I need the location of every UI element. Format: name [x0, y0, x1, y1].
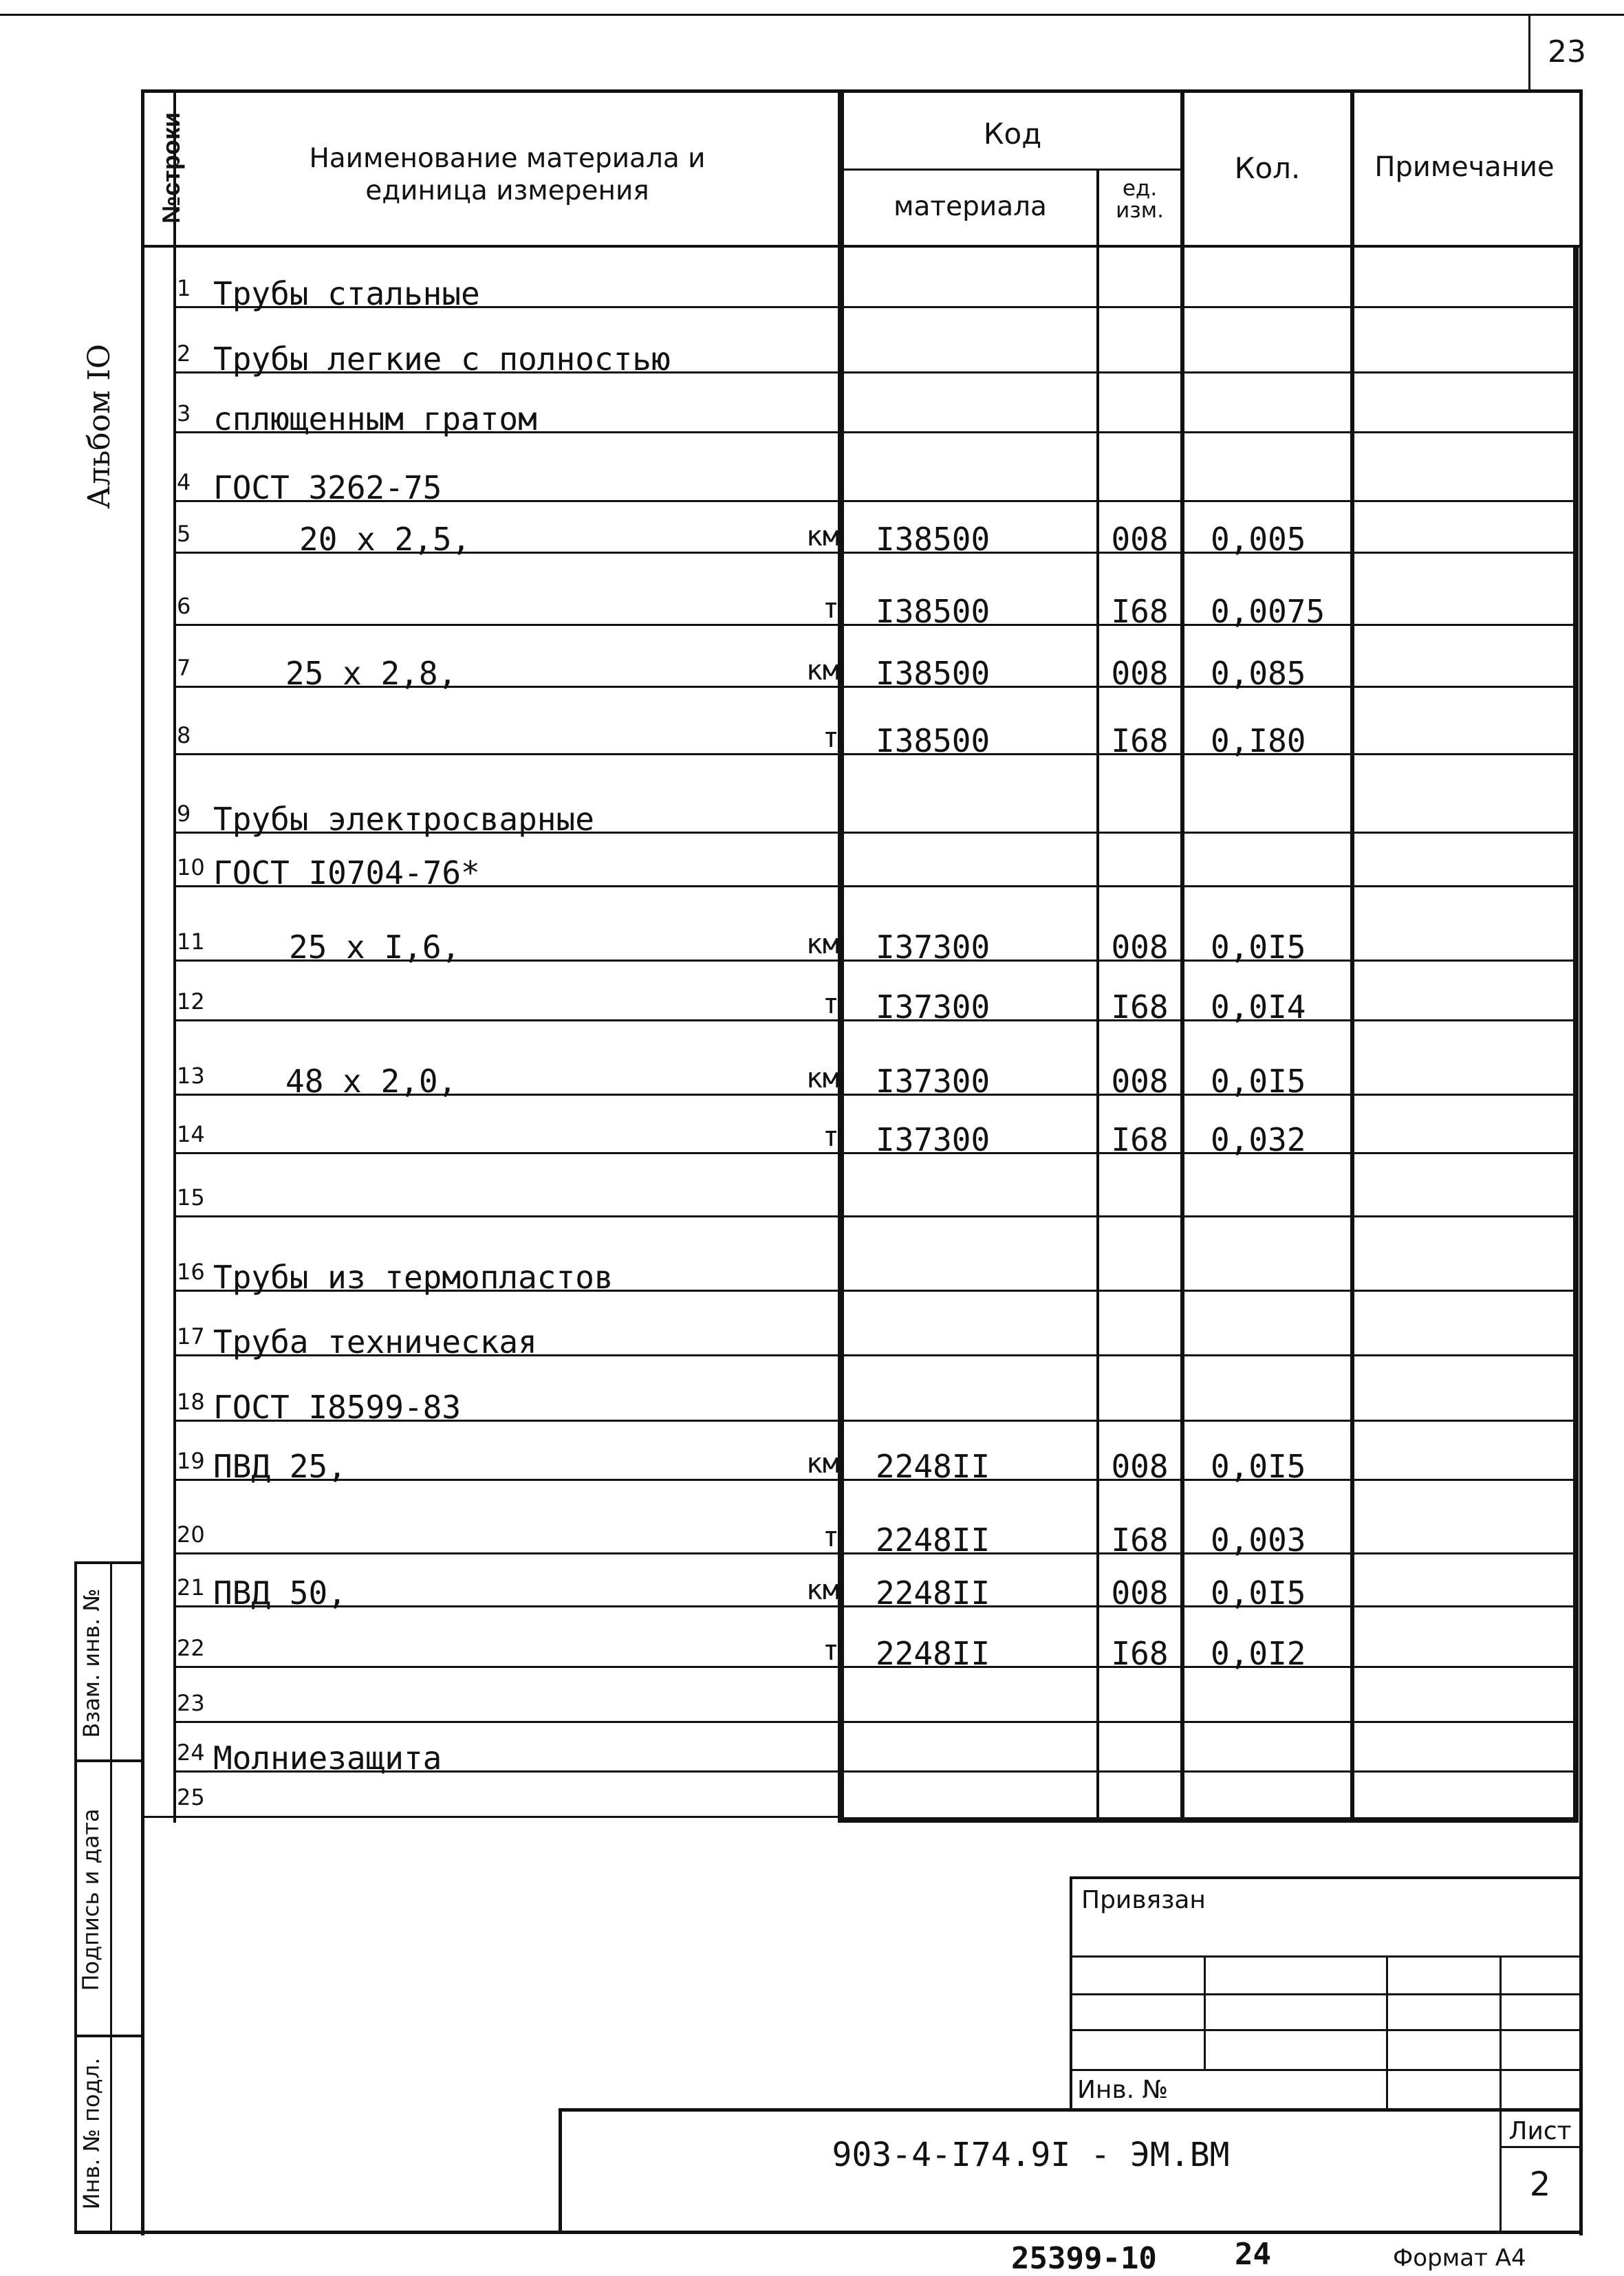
- row-ed: I68: [1111, 1521, 1169, 1559]
- table-row: [141, 887, 1579, 966]
- row-unit: т: [822, 593, 839, 625]
- table-row: [141, 1554, 1579, 1612]
- table-row: [141, 1773, 1579, 1817]
- table-row: [141, 248, 1579, 312]
- row-name: ГОСТ I8599-83: [213, 1389, 462, 1426]
- row-name: ПВД 50,: [213, 1574, 347, 1612]
- row-ed: 008: [1111, 1574, 1169, 1612]
- row-unit: км: [805, 929, 839, 960]
- row-code: 2248II: [876, 1574, 990, 1612]
- table-row: [141, 1422, 1579, 1485]
- row-number: 24: [177, 1739, 205, 1766]
- row-unit: км: [805, 655, 839, 686]
- row-unit: км: [805, 1574, 839, 1606]
- row-code: 2248II: [876, 1635, 990, 1672]
- row-number: 2: [177, 340, 191, 367]
- row-number: 6: [177, 593, 191, 619]
- row-number: 15: [177, 1184, 205, 1211]
- row-name: сплющенным гратом: [213, 400, 537, 437]
- row-qty: 0,0I5: [1211, 1448, 1306, 1485]
- row-name: Трубы легкие с полностью: [213, 340, 671, 378]
- table-row: [141, 1723, 1579, 1777]
- row-qty: 0,0I5: [1211, 1063, 1306, 1100]
- row-name: 25 x I,6,: [289, 929, 461, 966]
- table-row: [141, 1607, 1579, 1672]
- row-name: Труба техническая: [213, 1323, 537, 1361]
- row-number: 18: [177, 1389, 205, 1415]
- row-number: 16: [177, 1259, 205, 1285]
- row-number: 19: [177, 1448, 205, 1474]
- row-number: 7: [177, 655, 191, 681]
- table-row: [141, 1668, 1579, 1723]
- header-qty: Кол.: [1234, 151, 1301, 185]
- row-name: Трубы из термопластов: [213, 1259, 614, 1296]
- header-note: Примечание: [1374, 151, 1555, 183]
- row-qty: 0,0I5: [1211, 929, 1306, 966]
- table-row: [141, 433, 1579, 506]
- row-code: I37300: [876, 929, 990, 966]
- archive-number: 25399-10: [1011, 2241, 1157, 2276]
- row-unit: т: [822, 1635, 839, 1667]
- row-qty: 0,0I2: [1211, 1635, 1306, 1672]
- page-number-divider: [1528, 14, 1530, 89]
- row-qty: 0,003: [1211, 1521, 1306, 1559]
- row-code: 2248II: [876, 1448, 990, 1485]
- row-name: 25 x 2,8,: [285, 655, 457, 692]
- header-unit-line2: изм.: [1116, 198, 1164, 223]
- row-qty: 0,005: [1211, 521, 1306, 558]
- row-qty: 0,0I5: [1211, 1574, 1306, 1612]
- row-ed: 008: [1111, 1448, 1169, 1485]
- row-number: 14: [177, 1121, 205, 1147]
- row-ed: 008: [1111, 929, 1169, 966]
- row-name: ГОСТ 3262-75: [213, 469, 442, 506]
- table-body: [141, 248, 1579, 1817]
- row-ed: I68: [1111, 722, 1169, 759]
- row-number: 12: [177, 988, 205, 1015]
- row-number: 20: [177, 1521, 205, 1548]
- row-ed: 008: [1111, 655, 1169, 692]
- row-qty: 0,085: [1211, 655, 1306, 692]
- album-label: Альбом IO: [82, 344, 117, 509]
- row-number: 25: [177, 1784, 205, 1810]
- table-row: [141, 626, 1579, 692]
- table-row: [141, 502, 1579, 558]
- row-ed: I68: [1111, 1121, 1169, 1158]
- row-number: 1: [177, 275, 191, 301]
- row-number: 4: [177, 469, 191, 495]
- row-qty: 0,032: [1211, 1121, 1306, 1158]
- row-code: I38500: [876, 521, 990, 558]
- header-row-no: №строки: [157, 112, 185, 224]
- label-inv-orig: Инв. № подл.: [78, 2057, 105, 2210]
- row-qty: 0,0075: [1211, 593, 1325, 630]
- table-row: [141, 1217, 1579, 1296]
- row-number: 9: [177, 801, 191, 827]
- table-row: [141, 962, 1579, 1026]
- header-material: материала: [894, 191, 1047, 222]
- row-unit: км: [805, 1063, 839, 1094]
- table-row: [141, 1356, 1579, 1426]
- table-row: [141, 1021, 1579, 1100]
- row-code: 2248II: [876, 1521, 990, 1559]
- row-name: ПВД 25,: [213, 1448, 347, 1485]
- table-row: [141, 373, 1579, 437]
- header-unit-line1: ед.: [1122, 176, 1158, 201]
- row-ed: I68: [1111, 988, 1169, 1026]
- row-name: Молниезащита: [213, 1739, 442, 1777]
- row-number: 8: [177, 722, 191, 748]
- row-ed: 008: [1111, 1063, 1169, 1100]
- header-name-line1: Наименование материала и: [309, 143, 706, 174]
- row-qty: 0,0I4: [1211, 988, 1306, 1026]
- row-unit: т: [822, 1521, 839, 1553]
- row-code: I38500: [876, 722, 990, 759]
- row-number: 23: [177, 1690, 205, 1716]
- sheet-number: 2: [1529, 2165, 1551, 2204]
- row-unit: км: [805, 1448, 839, 1480]
- row-number: 13: [177, 1063, 205, 1089]
- row-name: Трубы стальные: [213, 275, 480, 312]
- row-number: 10: [177, 854, 205, 880]
- row-ed: 008: [1111, 521, 1169, 558]
- sheet-label: Лист: [1508, 2117, 1572, 2145]
- format-label: Формат А4: [1393, 2244, 1526, 2272]
- row-qty: 0,I80: [1211, 722, 1306, 759]
- row-name: ГОСТ I0704-76*: [213, 854, 480, 891]
- header-name-line2: единица измерения: [365, 175, 649, 206]
- stamp-tied: Привязан: [1081, 1886, 1206, 1914]
- row-unit: км: [805, 521, 839, 552]
- page-total: 24: [1235, 2237, 1271, 2272]
- row-number: 5: [177, 521, 191, 547]
- row-code: I38500: [876, 655, 990, 692]
- row-code: I38500: [876, 593, 990, 630]
- table-row: [141, 1096, 1579, 1158]
- row-name: Трубы электросварные: [213, 801, 594, 838]
- table-row: [141, 554, 1579, 630]
- row-unit: т: [822, 722, 839, 754]
- row-unit: т: [822, 988, 839, 1020]
- row-code: I37300: [876, 988, 990, 1026]
- row-ed: I68: [1111, 1635, 1169, 1672]
- row-code: I37300: [876, 1063, 990, 1100]
- table-row: [141, 308, 1579, 378]
- row-unit: т: [822, 1121, 839, 1153]
- row-number: 22: [177, 1635, 205, 1661]
- row-name: 20 x 2,5,: [299, 521, 471, 558]
- label-sign-date: Подпись и дата: [78, 1808, 104, 1991]
- row-number: 11: [177, 929, 205, 955]
- row-code: I37300: [876, 1121, 990, 1158]
- table-row: [141, 755, 1579, 838]
- row-name: 48 x 2,0,: [285, 1063, 457, 1100]
- page-number: 23: [1548, 34, 1586, 69]
- table-row: [141, 1154, 1579, 1217]
- header-code: Код: [983, 117, 1042, 151]
- label-swap-inv: Взам. инв. №: [78, 1588, 105, 1738]
- top-rule: [0, 14, 1624, 16]
- row-number: 3: [177, 400, 191, 426]
- row-number: 17: [177, 1323, 205, 1350]
- table-row: [141, 688, 1579, 759]
- header-unit: [1099, 177, 1180, 221]
- stamp-inv-no: Инв. №: [1077, 2076, 1169, 2104]
- row-ed: I68: [1111, 593, 1169, 630]
- table-row: [141, 834, 1579, 891]
- row-number: 21: [177, 1574, 205, 1601]
- table-row: [141, 1481, 1579, 1559]
- document-code: 903-4-I74.9I - ЭМ.ВМ: [832, 2136, 1230, 2174]
- table-row: [141, 1292, 1579, 1361]
